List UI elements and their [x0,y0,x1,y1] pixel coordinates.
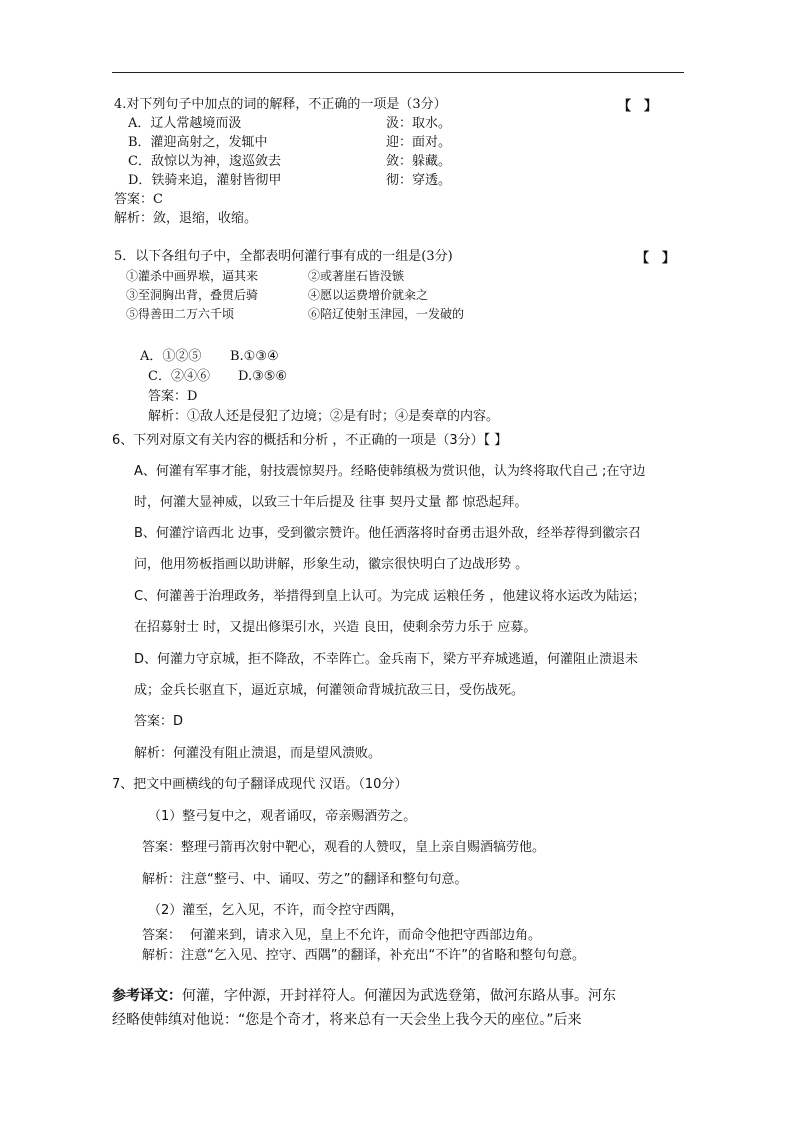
q6-option-a-line2: 时，何灌大显神威，以致三十年后提及 往事 契丹丈量 都 惊恐起拜。 [134,495,528,510]
reference-label: 参考译文： [112,988,182,1004]
q7-stem: 7、把文中画横线的句子翻译成现代 汉语。（10分） [112,777,408,792]
reference-text-1: 何灌，字仲源，开封祥符人。何灌因为武选登第，做河东路从事。河东 [182,988,616,1004]
q5-analysis: 解析：①敌人还是侵犯了边境；②是有时；④是奏章的内容。 [148,409,500,424]
q5-stem: 5．以下各组句子中，全都表明何灌行事有成的一组是(3分) [114,249,453,264]
q4-option-d: D．铁骑来追，灌射皆彻甲 [128,173,282,188]
q6-answer: 答案：D [134,714,184,729]
q5-item-3: ③至洞胸出背，叠贯后骑 [126,288,259,302]
q7-answer-2-label: 答案： [142,928,182,943]
q6-option-c-line1: C、何灌善于治理政务，举措得到皇上认可。为完成 运粮任务 ，他建议将水运改为陆运； [134,589,646,604]
q5-option-b: B.①③④ [230,349,279,364]
q5-option-d: D.③⑤⑥ [238,369,288,384]
q4-option-b: B．灌迎高射之，发辄中 [128,135,268,150]
q7-sentence-1: （1）整弓复中之，观者诵叹，帝亲赐酒劳之。 [148,809,417,824]
q7-analysis-2: 解析：注意“乞入见、控守、西隅”的翻译，补充出“不许”的省略和整句句意。 [142,948,585,963]
q5-option-c: C．②④⑥ [148,369,210,384]
q5-answer-bracket: 【 】 [636,251,676,266]
q6-analysis: 解析：何灌没有阻止溃退，而是望风溃败。 [134,746,382,761]
q4-option-c: C．敌惊以为神，逡巡敛去 [128,154,281,169]
header-rule [112,72,684,73]
q4-option-a-gloss: 汲：取水。 [386,116,452,131]
q6-option-a-line1: A、何灌有军事才能，射技震惊契丹。经略使韩缜极为赏识他，认为终将取代自己 ;在守边 [134,464,646,479]
q6-option-d-line2: 成；金兵长驱直下，逼近京城，何灌领命背城抗敌三日，受伤战死。 [134,683,525,698]
q4-option-c-gloss: 敛：躲藏。 [386,154,452,169]
q6-option-b-line1: B、何灌泞谙西北 边事，受到徽宗赞许。他任洒落将时奋勇击退外敌，经举荐得到徽宗召 [134,526,642,541]
q7-answer-2: 何灌来到，请求入见，皇上不允许，而命令他把守西部边角。 [190,928,542,943]
q4-answer: 答案：C [114,192,163,207]
q4-option-b-gloss: 迎：面对。 [386,135,452,150]
q5-item-5: ⑤得善田二万六千顷 [126,307,235,321]
q5-answer: 答案：D [148,389,198,404]
q5-item-4: ④愿以运费增价就籴之 [308,288,429,302]
q6-stem: 6、下列对原文有关内容的概括和分析 ，不正确的一项是（3分）【 】 [112,433,508,448]
q6-option-c-line2: 在招募射士 时，又提出修渠引水，兴造 良田，使剩余劳力乐于 应募。 [134,620,537,635]
q4-stem: 4.对下列句子中加点的词的解释，不正确的一项是（3分） [114,97,447,112]
q4-option-a: A．辽人常越境而汲 [128,116,242,131]
q4-answer-bracket: 【 】 [618,99,658,114]
q4-option-d-gloss: 彻：穿透。 [386,173,452,188]
q5-item-1: ①灌杀中画界堠，逼其来 [126,269,259,283]
q7-sentence-2: （2）灌至，乞入见，不许，而令控守西隅， [148,903,404,918]
q5-item-6: ⑥陪辽使射玉津园，一发破的 [308,307,465,321]
q6-option-b-line2: 问，他用笏板指画以助讲解，形象生动，徽宗很快明白了边战形势 。 [134,557,529,572]
q5-item-2: ②或著崖石皆没镞 [308,269,405,283]
reference-line-1 [112,986,616,1006]
q4-analysis: 解析：敛，退缩，收缩。 [114,211,258,226]
q7-answer-1: 答案：整理弓箭再次射中靶心，观看的人赞叹，皇上亲自赐酒犒劳他。 [142,840,546,855]
q6-option-d-line1: D、何灌力守京城，拒不降敌，不幸阵亡。金兵南下，梁方平弃城逃遁，何灌阻止溃退未 [134,652,639,667]
reference-line-2: 经略使韩缜对他说：“您是个奇才，将来总有一天会坐上我今天的座位。”后来 [112,1012,582,1028]
q7-analysis-1: 解析：注意“整弓、中、诵叹、劳之”的翻译和整句句意。 [142,872,468,887]
q5-option-a: A．①②⑤ [140,349,202,364]
